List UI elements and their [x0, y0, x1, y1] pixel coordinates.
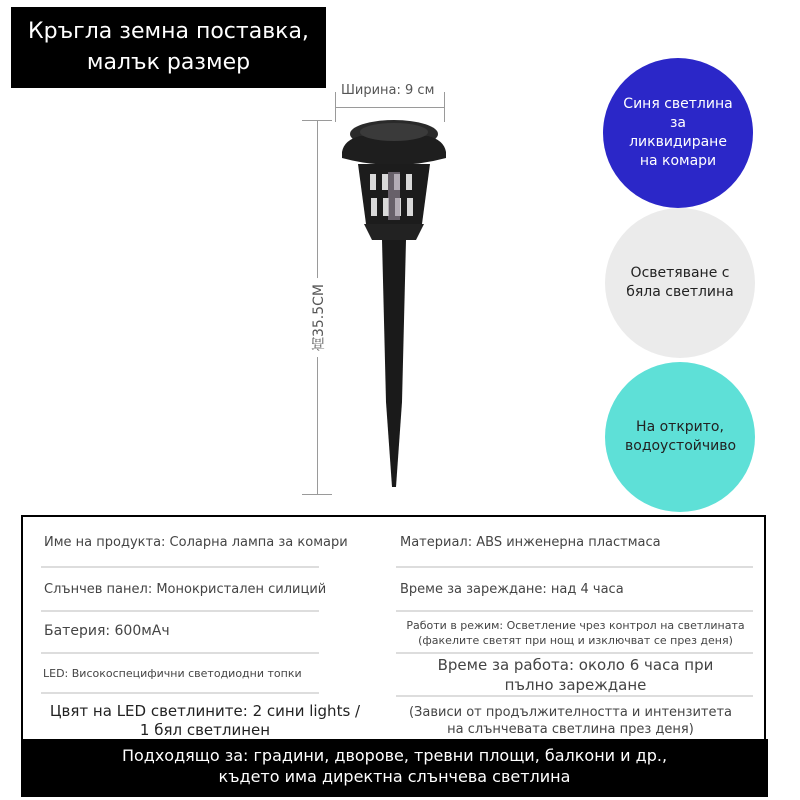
title-banner	[11, 7, 326, 88]
feature-white-light-text: Осветяване с бяла светлина	[626, 265, 734, 300]
width-label: Ширина: 9 см	[341, 83, 435, 98]
spec-mode-line-2: (факелите светят при нощ и изключват се през деня)	[418, 634, 733, 647]
height-label: 高35.5CM	[309, 278, 329, 357]
footer-line-1: Подходящо за: градини, дворове, тревни площи, балкони и др.,	[121, 746, 668, 765]
spec-mode	[403, 618, 748, 648]
spec-mode-line-1: Работи в режим: Осветление чрез контрол на светлината	[406, 619, 745, 632]
feature-waterproof	[605, 362, 755, 512]
title-line-2: малък размер	[86, 50, 251, 75]
spec-depends-line-1: (Зависи от продължителността и интензитета	[408, 705, 732, 720]
spec-product-name: Име на продукта: Соларна лампа за комари	[44, 535, 348, 550]
spec-solar-panel: Слънчев панел: Монокристален силиций	[44, 582, 327, 597]
suitable-for-banner	[21, 739, 768, 797]
title-line-1: Кръгла земна поставка,	[28, 19, 309, 44]
spec-led-color-line-2: 1 бял светлинен	[139, 721, 271, 739]
feature-blue-light-text: Синя светлина за ликвидиране на комари	[623, 96, 733, 169]
lamp-image	[330, 112, 460, 497]
spec-led-color	[37, 702, 373, 740]
spec-work-time-line-1: Време за работа: около 6 часа при	[437, 656, 714, 674]
spec-depends-line-2: на слънчевата светлина през деня)	[447, 722, 694, 737]
spec-charge-time: Време за зареждане: над 4 часа	[400, 582, 624, 597]
feature-blue-light	[603, 58, 753, 208]
footer-line-2: където има директна слънчева светлина	[218, 767, 571, 786]
height-dimension	[302, 120, 332, 495]
spec-led: LED: Високоспецифични светодиодни топки	[43, 667, 302, 680]
spec-material: Материал: ABS инженерна пластмаса	[400, 535, 661, 550]
feature-white-light	[605, 208, 755, 358]
feature-waterproof-text: На открито, водоустойчиво	[625, 419, 737, 454]
spec-table	[21, 515, 766, 797]
spec-work-time-line-2: пълно зареждане	[504, 676, 647, 694]
spec-depends-note	[393, 704, 748, 738]
spec-led-color-line-1: Цвят на LED светлините: 2 сини lights /	[49, 702, 361, 720]
spec-work-time	[403, 655, 748, 695]
spec-battery: Батерия: 600мАч	[44, 623, 170, 639]
